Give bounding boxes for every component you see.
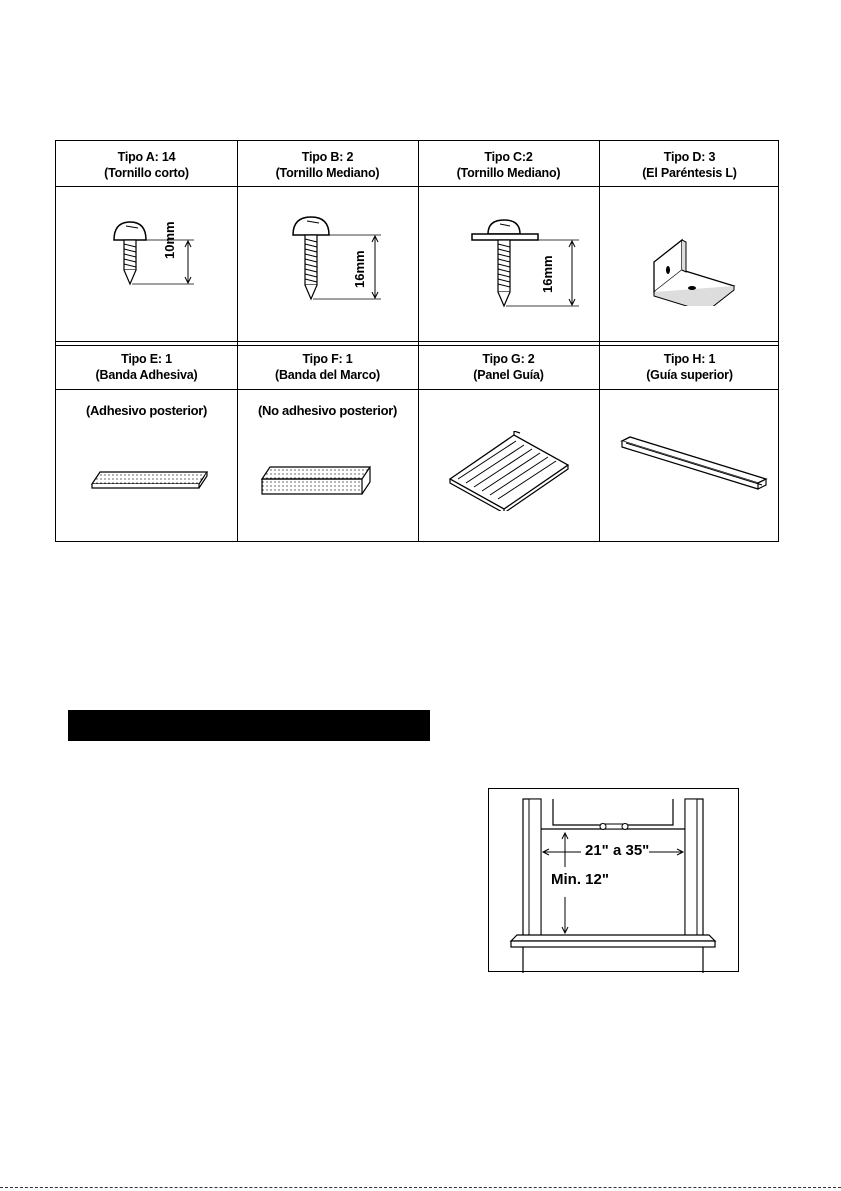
part-header-f [237,351,418,383]
section-header-bar [68,710,430,741]
part-header-d [599,149,780,181]
part-type-label: Tipo F: 1 [302,352,353,366]
part-type-label: Tipo A: 14 [117,150,176,164]
table-divider [56,341,778,342]
page-bottom-rule [0,1187,841,1188]
part-header-h [599,351,780,383]
top-rail-icon [616,433,771,493]
part-name-label: (Panel Guía) [473,368,544,382]
adhesive-strip-icon [88,466,213,496]
dimension-label: 16mm [540,255,555,293]
min-height-label: Min. 12" [551,871,609,888]
part-type-label: Tipo E: 1 [121,352,172,366]
width-range-label: 21" a 35" [585,842,650,859]
part-header-a [56,149,237,181]
part-name-label: (Tornillo corto) [104,166,189,180]
washer-screw-icon [464,216,594,316]
dimension-label: 10mm [162,221,177,259]
part-name-label: (Tornillo Mediano) [456,166,561,180]
table-divider [56,186,778,187]
part-header-e [56,351,237,383]
parts-table [55,140,779,542]
dimension-label: 16mm [352,250,367,288]
part-note: (Adhesivo posterior) [85,403,208,418]
part-header-g [418,351,599,383]
table-divider [56,389,778,390]
guide-panel-icon [444,431,574,511]
part-name-label: (Guía superior) [646,368,733,382]
table-divider [56,345,778,346]
part-type-label: Tipo G: 2 [482,352,535,366]
medium-screw-icon [277,211,397,311]
part-type-label: Tipo H: 1 [663,352,716,366]
l-bracket-icon [646,226,746,306]
part-name-label: (Banda Adhesiva) [95,368,198,382]
part-type-label: Tipo B: 2 [301,150,354,164]
part-header-c [418,149,599,181]
part-type-label: Tipo C:2 [484,150,533,164]
part-name-label: (Tornillo Mediano) [275,166,380,180]
short-screw-icon [96,216,216,296]
part-note: (No adhesivo posterior) [257,403,397,418]
part-name-label: (Banda del Marco) [275,368,380,382]
part-type-label: Tipo D: 3 [663,150,716,164]
window-frame-diagram [489,789,740,973]
part-name-label: (El Paréntesis L) [642,166,737,180]
frame-strip-icon [258,461,378,501]
window-figure [488,788,739,972]
part-header-b [237,149,418,181]
